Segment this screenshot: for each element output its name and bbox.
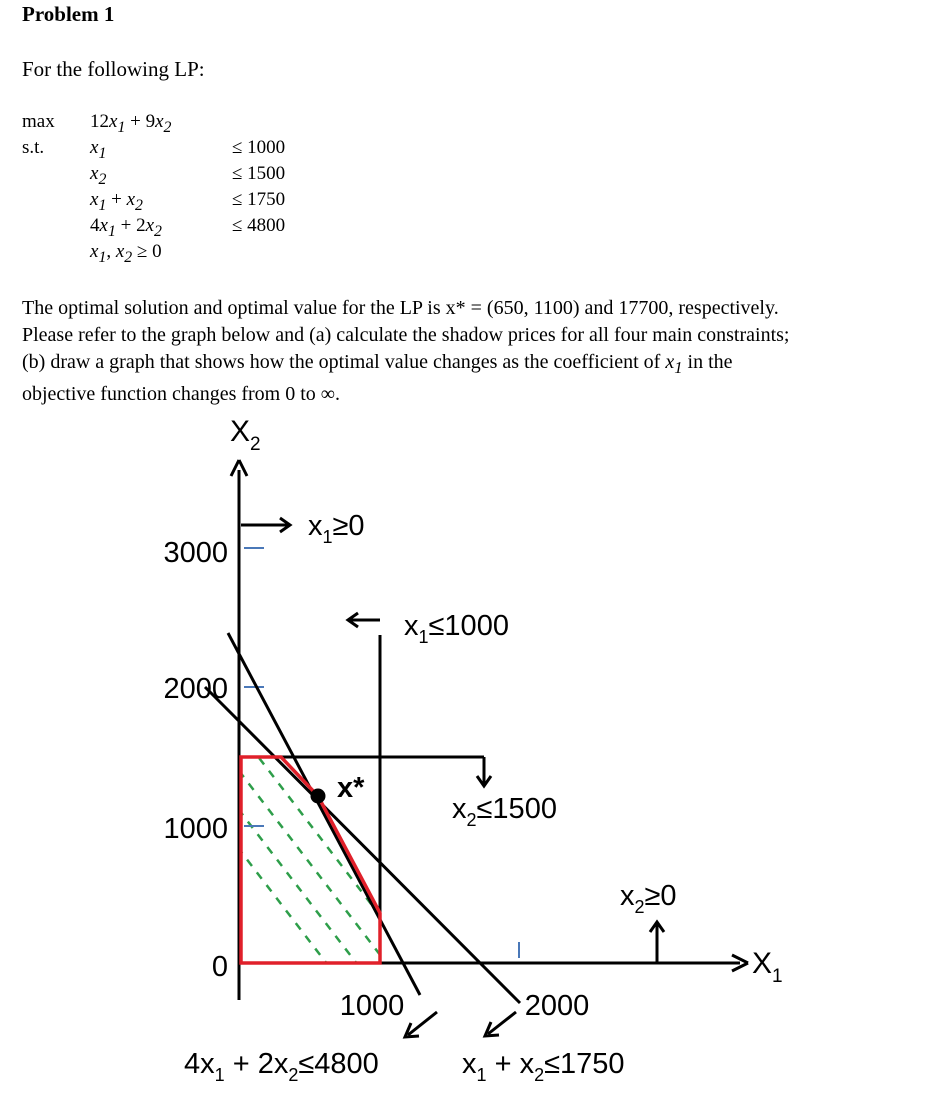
constraint-4-rhs: ≤ 4800 xyxy=(232,215,286,236)
y-tick-1000: 1000 xyxy=(163,813,228,845)
label-x2-nonneg: $x_2\ge 0$ xyxy=(620,880,677,917)
x-tick-1000: 1000 xyxy=(339,990,405,1022)
feasible-region-hatch xyxy=(140,720,550,1020)
c3-arrow-icon xyxy=(485,1012,516,1036)
y-tick-0: 0 xyxy=(211,951,228,983)
optimum-point xyxy=(311,789,326,804)
label-x1-nonneg: $x_1\ge 0$ xyxy=(308,510,365,547)
max-label: max xyxy=(22,111,55,132)
nonnegativity: $x_1$, $x_2 \ge 0$ xyxy=(90,241,162,266)
x-axis-label: $X_1$ xyxy=(752,947,783,987)
statement-line-1: The optimal solution and optimal value for the LP is x* = (650, 1100) and 17700, respectively. xyxy=(22,297,779,319)
constraint-3-rhs: ≤ 1750 xyxy=(232,189,286,210)
statement-line-4: objective function changes from 0 to ∞. xyxy=(22,383,341,405)
label-x2-le-1500: $x_2\le 1500$ xyxy=(452,793,557,830)
constraint-1-rhs: ≤ 1000 xyxy=(232,137,286,158)
constraint-1-lhs: $x_1$ xyxy=(90,137,107,162)
y-axis-label: $X_2$ xyxy=(230,415,261,455)
problem-title: Problem 1 xyxy=(22,2,115,26)
optimum-label: x* xyxy=(337,772,365,804)
constraint-3-lhs: $x_1 + x_2$ xyxy=(90,189,143,214)
c4-arrow-icon xyxy=(405,1012,437,1037)
y-tick-3000: 3000 xyxy=(163,537,228,569)
label-c4: $4x_1 + 2x_2\le 4800$ xyxy=(184,1048,379,1085)
constraint-2-rhs: ≤ 1500 xyxy=(232,163,286,184)
x2-le-arrow-icon xyxy=(477,757,491,786)
x-tick-2000: 2000 xyxy=(524,990,590,1022)
problem-intro: For the following LP: xyxy=(22,57,205,81)
constraint-4-lhs: $4x_1 + 2x_2$ xyxy=(90,215,162,240)
statement-line-2: Please refer to the graph below and (a) calculate the shadow prices for all four main constraints; xyxy=(22,324,790,346)
label-x1-le-1000: $x_1\le 1000$ xyxy=(404,610,509,647)
constraint-x1-x2-le-1750 xyxy=(205,687,520,1003)
y-tick-2000: 2000 xyxy=(163,673,228,705)
statement-line-3: (b) draw a graph that shows how the optimal value changes as the coefficient of $x_1$ in the xyxy=(22,351,733,377)
label-c3: $x_1 + x_2\le 1750$ xyxy=(462,1048,625,1085)
x1-le-arrow-icon xyxy=(348,613,380,627)
constraint-4x1-2x2-le-4800 xyxy=(228,633,420,995)
st-label: s.t. xyxy=(22,137,45,158)
objective-function: $12x_1 + 9x_2$ xyxy=(90,111,172,136)
constraint-2-lhs: $x_2$ xyxy=(90,163,107,188)
x2-nonneg-arrow-icon xyxy=(650,922,664,963)
x1-nonneg-arrow-icon xyxy=(241,518,290,532)
